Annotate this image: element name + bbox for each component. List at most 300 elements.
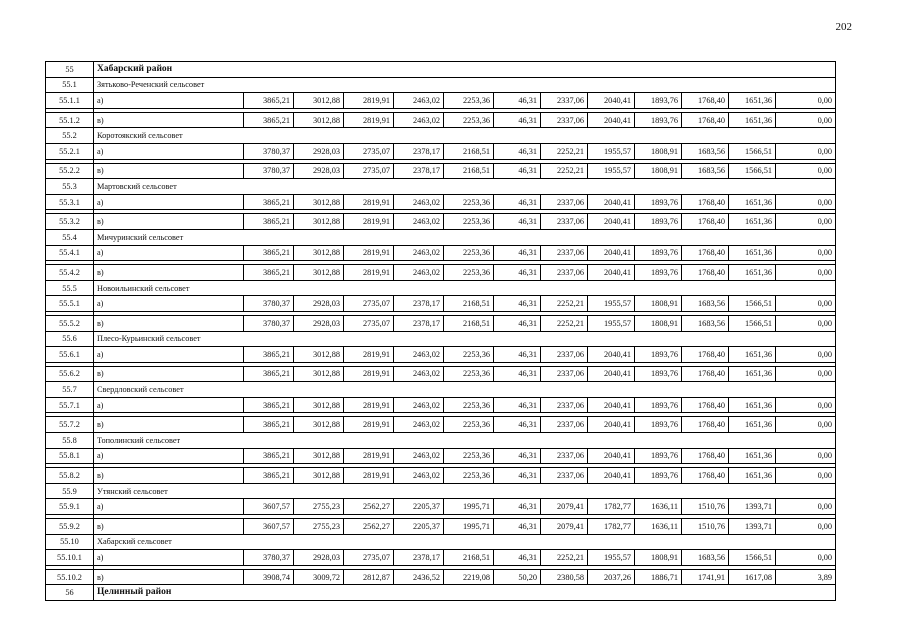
value-cell: 2337,06: [541, 448, 588, 464]
row-label: а): [94, 397, 244, 413]
value-cell: 1768,40: [682, 448, 729, 464]
value-cell: 1651,36: [729, 214, 776, 230]
row-code: 55.6: [46, 331, 94, 347]
value-cell: 3865,21: [244, 448, 294, 464]
value-cell: 2205,37: [394, 519, 444, 535]
value-cell: 3780,37: [244, 550, 294, 566]
value-cell: 2463,02: [394, 397, 444, 413]
value-cell: 2337,06: [541, 265, 588, 281]
value-cell: 2253,36: [444, 448, 494, 464]
value-cell: 1808,91: [635, 315, 682, 331]
value-cell: 1617,08: [729, 569, 776, 585]
row-code: 55.8.2: [46, 468, 94, 484]
value-cell: 3607,57: [244, 499, 294, 515]
row-code: 55.10.1: [46, 550, 94, 566]
value-cell: 2337,06: [541, 194, 588, 210]
value-cell: 2463,02: [394, 448, 444, 464]
value-cell: 2819,91: [344, 397, 394, 413]
value-cell: 1651,36: [729, 417, 776, 433]
value-cell: 2378,17: [394, 143, 444, 159]
row-code: 55.2.2: [46, 163, 94, 179]
value-cell: 1651,36: [729, 468, 776, 484]
row-label: в): [94, 315, 244, 331]
value-cell: 2040,41: [588, 112, 635, 128]
table-row: [46, 347, 836, 363]
value-cell: 1893,76: [635, 417, 682, 433]
value-cell: 1566,51: [729, 550, 776, 566]
row-label: а): [94, 448, 244, 464]
value-cell: 2819,91: [344, 112, 394, 128]
value-cell: 0,00: [776, 315, 836, 331]
row-label: в): [94, 468, 244, 484]
value-cell: 1955,57: [588, 296, 635, 312]
value-cell: 3865,21: [244, 112, 294, 128]
value-cell: 2735,07: [344, 315, 394, 331]
value-cell: 0,00: [776, 347, 836, 363]
value-cell: 0,00: [776, 499, 836, 515]
value-cell: 0,00: [776, 550, 836, 566]
value-cell: 2337,06: [541, 245, 588, 261]
row-code: 55.1: [46, 77, 94, 93]
value-cell: 46,31: [494, 499, 541, 515]
row-label: а): [94, 347, 244, 363]
value-cell: 1566,51: [729, 163, 776, 179]
value-cell: 2928,03: [294, 315, 344, 331]
row-label: в): [94, 214, 244, 230]
value-cell: 1566,51: [729, 143, 776, 159]
row-code: 55.3.2: [46, 214, 94, 230]
row-label: а): [94, 93, 244, 109]
section-title: Хабарский район: [94, 62, 836, 78]
value-cell: 1955,57: [588, 163, 635, 179]
table-row: [46, 499, 836, 515]
value-cell: 2463,02: [394, 347, 444, 363]
group-row: [46, 331, 836, 347]
value-cell: 2253,36: [444, 417, 494, 433]
group-title: Хабарский сельсовет: [94, 534, 836, 550]
group-title: Свердловский сельсовет: [94, 382, 836, 398]
value-cell: 0,00: [776, 93, 836, 109]
value-cell: 1893,76: [635, 468, 682, 484]
table-row: [46, 448, 836, 464]
section-title: Целинный район: [94, 585, 836, 601]
group-row: [46, 534, 836, 550]
value-cell: 1683,56: [682, 550, 729, 566]
value-cell: 2928,03: [294, 296, 344, 312]
value-cell: 2337,06: [541, 366, 588, 382]
value-cell: 2205,37: [394, 499, 444, 515]
value-cell: 2253,36: [444, 214, 494, 230]
row-label: а): [94, 499, 244, 515]
value-cell: 1955,57: [588, 550, 635, 566]
value-cell: 1651,36: [729, 397, 776, 413]
value-cell: 2040,41: [588, 468, 635, 484]
value-cell: 2079,41: [541, 499, 588, 515]
row-code: 55.9: [46, 483, 94, 499]
value-cell: 2079,41: [541, 519, 588, 535]
value-cell: 1636,11: [635, 519, 682, 535]
value-cell: 3012,88: [294, 214, 344, 230]
page-number: 202: [835, 21, 852, 33]
value-cell: 2337,06: [541, 214, 588, 230]
value-cell: 2040,41: [588, 245, 635, 261]
group-row: [46, 229, 836, 245]
row-code: 56: [46, 585, 94, 601]
value-cell: 1510,76: [682, 519, 729, 535]
value-cell: 1741,91: [682, 569, 729, 585]
row-code: 55.2: [46, 128, 94, 144]
value-cell: 46,31: [494, 93, 541, 109]
value-cell: 46,31: [494, 468, 541, 484]
value-cell: 3865,21: [244, 468, 294, 484]
value-cell: 1893,76: [635, 214, 682, 230]
value-cell: 2819,91: [344, 245, 394, 261]
value-cell: 46,31: [494, 245, 541, 261]
value-cell: 1893,76: [635, 366, 682, 382]
value-cell: 1683,56: [682, 296, 729, 312]
value-cell: 3012,88: [294, 194, 344, 210]
value-cell: 2812,87: [344, 569, 394, 585]
value-cell: 1651,36: [729, 194, 776, 210]
value-cell: 1893,76: [635, 112, 682, 128]
row-label: а): [94, 550, 244, 566]
row-code: 55: [46, 62, 94, 78]
value-cell: 2735,07: [344, 550, 394, 566]
table-row: [46, 163, 836, 179]
table-row: [46, 417, 836, 433]
value-cell: 3865,21: [244, 93, 294, 109]
value-cell: 2337,06: [541, 397, 588, 413]
value-cell: 2378,17: [394, 163, 444, 179]
table-row: [46, 93, 836, 109]
row-label: а): [94, 245, 244, 261]
value-cell: 1651,36: [729, 93, 776, 109]
value-cell: 3865,21: [244, 347, 294, 363]
value-cell: 46,31: [494, 265, 541, 281]
group-row: [46, 77, 836, 93]
value-cell: 2253,36: [444, 468, 494, 484]
value-cell: 2253,36: [444, 245, 494, 261]
row-code: 55.4.1: [46, 245, 94, 261]
row-code: 55.5.2: [46, 315, 94, 331]
value-cell: 2819,91: [344, 468, 394, 484]
value-cell: 3780,37: [244, 143, 294, 159]
value-cell: 1768,40: [682, 112, 729, 128]
value-cell: 0,00: [776, 163, 836, 179]
value-cell: 1768,40: [682, 347, 729, 363]
value-cell: 2463,02: [394, 112, 444, 128]
value-cell: 2253,36: [444, 397, 494, 413]
value-cell: 0,00: [776, 214, 836, 230]
value-cell: 2463,02: [394, 366, 444, 382]
value-cell: 2253,36: [444, 366, 494, 382]
value-cell: 1955,57: [588, 143, 635, 159]
value-cell: 1768,40: [682, 397, 729, 413]
table-row: [46, 296, 836, 312]
value-cell: 2337,06: [541, 417, 588, 433]
value-cell: 1995,71: [444, 519, 494, 535]
row-label: в): [94, 163, 244, 179]
value-cell: 46,31: [494, 519, 541, 535]
table-row: [46, 214, 836, 230]
value-cell: 0,00: [776, 245, 836, 261]
value-cell: 2168,51: [444, 315, 494, 331]
row-label: в): [94, 417, 244, 433]
value-cell: 2337,06: [541, 93, 588, 109]
row-code: 55.4.2: [46, 265, 94, 281]
row-label: в): [94, 569, 244, 585]
value-cell: 1768,40: [682, 468, 729, 484]
value-cell: 2337,06: [541, 347, 588, 363]
row-code: 55.7.2: [46, 417, 94, 433]
row-label: в): [94, 112, 244, 128]
value-cell: 2463,02: [394, 417, 444, 433]
group-title: Мартовский сельсовет: [94, 179, 836, 195]
value-cell: 2819,91: [344, 93, 394, 109]
group-title: Новоильинский сельсовет: [94, 280, 836, 296]
group-row: [46, 128, 836, 144]
value-cell: 1886,71: [635, 569, 682, 585]
value-cell: 1768,40: [682, 93, 729, 109]
value-cell: 46,31: [494, 448, 541, 464]
table-row: [46, 112, 836, 128]
section-row: [46, 585, 836, 601]
value-cell: 2040,41: [588, 93, 635, 109]
row-code: 55.1.1: [46, 93, 94, 109]
value-cell: 46,31: [494, 347, 541, 363]
group-title: Зятьково-Реченский сельсовет: [94, 77, 836, 93]
value-cell: 1768,40: [682, 214, 729, 230]
row-code: 55.6.2: [46, 366, 94, 382]
value-cell: 0,00: [776, 448, 836, 464]
row-code: 55.5.1: [46, 296, 94, 312]
value-cell: 2252,21: [541, 550, 588, 566]
row-code: 55.9.2: [46, 519, 94, 535]
value-cell: 3012,88: [294, 347, 344, 363]
value-cell: 2463,02: [394, 245, 444, 261]
row-code: 55.9.1: [46, 499, 94, 515]
value-cell: 2219,08: [444, 569, 494, 585]
value-cell: 0,00: [776, 397, 836, 413]
value-cell: 2040,41: [588, 448, 635, 464]
table-row: [46, 569, 836, 585]
row-code: 55.10: [46, 534, 94, 550]
row-code: 55.3.1: [46, 194, 94, 210]
value-cell: 0,00: [776, 519, 836, 535]
value-cell: 2819,91: [344, 448, 394, 464]
value-cell: 3865,21: [244, 245, 294, 261]
value-cell: 46,31: [494, 194, 541, 210]
value-cell: 46,31: [494, 112, 541, 128]
value-cell: 3012,88: [294, 366, 344, 382]
table-row: [46, 265, 836, 281]
row-label: а): [94, 194, 244, 210]
value-cell: 3,89: [776, 569, 836, 585]
value-cell: 46,31: [494, 397, 541, 413]
value-cell: 2735,07: [344, 163, 394, 179]
value-cell: 3780,37: [244, 315, 294, 331]
value-cell: 2819,91: [344, 265, 394, 281]
value-cell: 46,31: [494, 366, 541, 382]
value-cell: 0,00: [776, 366, 836, 382]
value-cell: 2463,02: [394, 265, 444, 281]
value-cell: 2463,02: [394, 468, 444, 484]
row-code: 55.3: [46, 179, 94, 195]
value-cell: 2562,27: [344, 499, 394, 515]
value-cell: 1510,76: [682, 499, 729, 515]
value-cell: 46,31: [494, 550, 541, 566]
value-cell: 3012,88: [294, 93, 344, 109]
value-cell: 3607,57: [244, 519, 294, 535]
value-cell: 2168,51: [444, 163, 494, 179]
row-label: а): [94, 143, 244, 159]
row-label: а): [94, 296, 244, 312]
table-body: [46, 62, 836, 601]
value-cell: 2253,36: [444, 93, 494, 109]
value-cell: 2040,41: [588, 417, 635, 433]
section-row: [46, 62, 836, 78]
group-title: Плесо-Курьинский сельсовет: [94, 331, 836, 347]
value-cell: 2253,36: [444, 112, 494, 128]
value-cell: 2168,51: [444, 143, 494, 159]
group-row: [46, 179, 836, 195]
value-cell: 2463,02: [394, 93, 444, 109]
value-cell: 2735,07: [344, 143, 394, 159]
value-cell: 0,00: [776, 417, 836, 433]
row-code: 55.10.2: [46, 569, 94, 585]
value-cell: 46,31: [494, 296, 541, 312]
value-cell: 3865,21: [244, 194, 294, 210]
value-cell: 2819,91: [344, 366, 394, 382]
value-cell: 2378,17: [394, 315, 444, 331]
value-cell: 3012,88: [294, 448, 344, 464]
value-cell: 3780,37: [244, 163, 294, 179]
value-cell: 1808,91: [635, 550, 682, 566]
value-cell: 1636,11: [635, 499, 682, 515]
value-cell: 46,31: [494, 143, 541, 159]
value-cell: 2040,41: [588, 347, 635, 363]
value-cell: 2040,41: [588, 214, 635, 230]
group-title: Мичуринский сельсовет: [94, 229, 836, 245]
value-cell: 1893,76: [635, 397, 682, 413]
value-cell: 1683,56: [682, 315, 729, 331]
value-cell: 2463,02: [394, 194, 444, 210]
group-title: Коротоякский сельсовет: [94, 128, 836, 144]
value-cell: 3012,88: [294, 112, 344, 128]
value-cell: 2928,03: [294, 163, 344, 179]
value-cell: 1782,77: [588, 519, 635, 535]
value-cell: 1782,77: [588, 499, 635, 515]
value-cell: 2819,91: [344, 347, 394, 363]
value-cell: 3865,21: [244, 417, 294, 433]
value-cell: 1651,36: [729, 366, 776, 382]
value-cell: 2253,36: [444, 265, 494, 281]
value-cell: 0,00: [776, 143, 836, 159]
value-cell: 0,00: [776, 468, 836, 484]
value-cell: 2755,23: [294, 499, 344, 515]
value-cell: 2040,41: [588, 265, 635, 281]
group-row: [46, 433, 836, 449]
value-cell: 2378,17: [394, 296, 444, 312]
value-cell: 0,00: [776, 296, 836, 312]
value-cell: 2040,41: [588, 194, 635, 210]
value-cell: 2252,21: [541, 163, 588, 179]
value-cell: 2755,23: [294, 519, 344, 535]
value-cell: 1768,40: [682, 417, 729, 433]
value-cell: 1955,57: [588, 315, 635, 331]
value-cell: 3908,74: [244, 569, 294, 585]
table-row: [46, 194, 836, 210]
value-cell: 3012,88: [294, 245, 344, 261]
value-cell: 3780,37: [244, 296, 294, 312]
value-cell: 1393,71: [729, 499, 776, 515]
value-cell: 2337,06: [541, 112, 588, 128]
value-cell: 1651,36: [729, 245, 776, 261]
group-row: [46, 382, 836, 398]
row-code: 55.4: [46, 229, 94, 245]
value-cell: 2337,06: [541, 468, 588, 484]
value-cell: 1768,40: [682, 265, 729, 281]
value-cell: 3012,88: [294, 417, 344, 433]
value-cell: 1393,71: [729, 519, 776, 535]
value-cell: 1808,91: [635, 143, 682, 159]
group-row: [46, 483, 836, 499]
row-code: 55.1.2: [46, 112, 94, 128]
value-cell: 1651,36: [729, 265, 776, 281]
value-cell: 1893,76: [635, 347, 682, 363]
value-cell: 3865,21: [244, 214, 294, 230]
value-cell: 2819,91: [344, 417, 394, 433]
value-cell: 1808,91: [635, 296, 682, 312]
row-code: 55.7: [46, 382, 94, 398]
table-row: [46, 519, 836, 535]
row-code: 55.2.1: [46, 143, 94, 159]
value-cell: 2253,36: [444, 347, 494, 363]
value-cell: 3009,72: [294, 569, 344, 585]
table-row: [46, 143, 836, 159]
value-cell: 1651,36: [729, 347, 776, 363]
value-cell: 3865,21: [244, 397, 294, 413]
table-row: [46, 366, 836, 382]
tariff-table: [45, 61, 836, 601]
value-cell: 2735,07: [344, 296, 394, 312]
table-row: [46, 468, 836, 484]
value-cell: 2819,91: [344, 194, 394, 210]
value-cell: 46,31: [494, 315, 541, 331]
row-code: 55.5: [46, 280, 94, 296]
value-cell: 2252,21: [541, 296, 588, 312]
value-cell: 1893,76: [635, 93, 682, 109]
value-cell: 2168,51: [444, 550, 494, 566]
group-title: Утянский сельсовет: [94, 483, 836, 499]
value-cell: 1651,36: [729, 112, 776, 128]
value-cell: 0,00: [776, 265, 836, 281]
value-cell: 2378,17: [394, 550, 444, 566]
value-cell: 3865,21: [244, 366, 294, 382]
value-cell: 2168,51: [444, 296, 494, 312]
value-cell: 2253,36: [444, 194, 494, 210]
value-cell: 46,31: [494, 163, 541, 179]
value-cell: 2562,27: [344, 519, 394, 535]
table-row: [46, 397, 836, 413]
value-cell: 1893,76: [635, 448, 682, 464]
group-row: [46, 280, 836, 296]
value-cell: 1995,71: [444, 499, 494, 515]
row-label: в): [94, 265, 244, 281]
value-cell: 2819,91: [344, 214, 394, 230]
value-cell: 2040,41: [588, 366, 635, 382]
row-label: в): [94, 366, 244, 382]
